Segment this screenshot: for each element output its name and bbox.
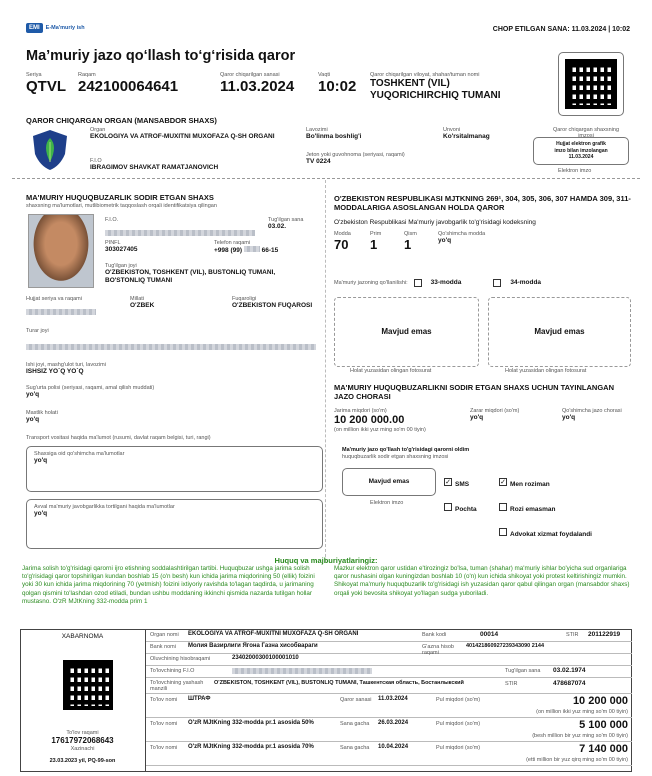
payment-row-date: 10.04.2024: [378, 744, 409, 750]
payment-row-date: 26.03.2024: [378, 720, 409, 726]
pochta-label: Pochta: [455, 506, 477, 513]
print-date: CHOP ETILGAN SANA: 11.03.2024 | 10:02: [492, 26, 630, 33]
opt-34-label: 34-modda: [510, 279, 542, 287]
payment-row-date-label: Sana gacha: [340, 721, 370, 727]
payment-row-name: O'zR MJtKning 332-modda pr.1 asosida 70%: [188, 744, 314, 750]
payment-row-sum-label: Pul miqdori (so'm): [436, 697, 481, 703]
series-label: Seriya: [26, 72, 42, 78]
logo-text: E-Ma'muriy ish: [45, 25, 85, 31]
extra-info-box: [26, 446, 323, 492]
opt-34-checkbox[interactable]: [493, 279, 501, 287]
health-label: Mastlik holati: [26, 410, 58, 416]
payment-row-sum: 7 140 000: [579, 743, 628, 755]
payer-label: To'lovchining F.I.O: [150, 668, 195, 674]
rozi-emas-label: Rozi emasman: [510, 506, 556, 513]
phone-tail: 66-15: [261, 247, 279, 255]
tolov-label: To'lov raqami: [66, 730, 99, 736]
gaz-label: G'azna hisob raqami: [422, 644, 454, 657]
work-value: ISHSIZ YO`Q YO`Q: [26, 368, 84, 376]
health-value: yo'q: [26, 416, 40, 424]
article-section-title: O'ZBEKISTON RESPUBLIKASI MJTKNING 269¹, 304, 305, 306, 307 HAMDA 309, 311-MODDALARIGA ASOSLANGAN HOLDA QAROR: [334, 194, 631, 212]
prev-record-box: [26, 499, 323, 549]
stir-label: STIR: [566, 632, 579, 638]
bank-kod-label: Bank kodi: [422, 632, 447, 638]
token-label: Jeton yoki guvohnoma (seriyasi, raqami): [306, 152, 405, 158]
payment-row-label: To'lov nomi: [150, 697, 178, 703]
olu-label: Oluvchining hisobraqami: [150, 656, 211, 662]
place-line1: TOSHKENT (VIL): [370, 78, 450, 90]
page-title: Ma’muriy jazo qo‘llash to‘g‘risida qaror: [26, 48, 296, 64]
damage-label: Zarar miqdori (so'm): [470, 408, 520, 414]
penalty-section-title: MA'MURIY HUQUQBUZARLIKNI SODIR ETGAN SHAXS UCHUN TAYINLANGAN JAZO CHORASI: [334, 383, 614, 401]
payment-row-name: O'zR MJtKning 332-modda pr.1 asosida 50%: [188, 720, 314, 726]
extra-modda-label: Qo'shimcha modda: [438, 231, 486, 237]
extra-penalty-value: yo'q: [562, 414, 576, 422]
rights-left: Jarima solish to'g'risidagi qarorni ijro etishning soddalashtirilgan tartibi. Huquqbuzar ushga jarima solish to'g'risidagi qaror topshirilgan kundan boshlab 15 (o'n besh) kun ichida jarima miqdorining 50 (ellik) foizini yoki 30 kun ichida jarima miqdorining 70 (yetmish) foizini ixtiyoriy ravishda to'lagan taqdirda, u jarimaning qolgan qismini to'lashdan ozod etiladi, bundan ushbu moddaning ikkinchi qismida nazarda tutilgan hollar mustasno. O'zR MJtKning 332-modda prim 1: [22, 565, 315, 605]
rozi-checkbox[interactable]: ✓: [500, 478, 506, 486]
payment-row-words: (etti million bir yuz qirq ming so'm 00 tiyin): [526, 757, 628, 763]
payment-row-sum: 5 100 000: [579, 719, 628, 731]
passport-redacted: [26, 309, 96, 315]
payment-row-label: To'lov nomi: [150, 745, 178, 751]
payment-row-words: (on million ikki yuz ming so'm 00 tiyin): [536, 709, 628, 715]
sms-label: SMS: [455, 481, 470, 488]
bank-label: Bank nomi: [150, 644, 176, 650]
sms-checkbox[interactable]: ✓: [445, 478, 451, 486]
pinfl-label: PINFL: [105, 240, 121, 246]
extra-info-value: yo'q: [34, 457, 48, 465]
qr-frame: [558, 52, 624, 116]
payment-row-date: 11.03.2024: [378, 696, 408, 702]
payment-row-date-label: Sana gacha: [340, 745, 370, 751]
photo-2-text: Mavjud emas: [534, 327, 585, 337]
rights-right: Mazkur elektron qaror ustidan e'tirozingiz bo'lsa, tuman (shahar) ma'muriy ishlar bo'yicha sud organlariga qaror nushasini olgan kuningizdan boshlab 10 (o'n) kun ichida shikoyat yoki protest keltirishingiz mumkin. Shikoyat ma'muriy huquqbuzarlik to'g'risidagi ish yuzasidan qaror qabul qilingan organ (mansabdor shaxs) orqali yoki bevosita shikoyat yo'llagan sudga yuboriladi.: [334, 565, 630, 597]
modda-label: Modda: [334, 231, 351, 237]
place-line2: YUQORICHIRCHIQ TUMANI: [370, 89, 501, 101]
delivered-label: Ma'muriy jazo qo'llash to'g'risidagi qarorni oldim: [342, 447, 470, 453]
prev-record-label: Avval ma'muriy javobgarlikka tortilgani haqida ma'lumotlar: [34, 504, 175, 510]
payment-row-sum-label: Pul miqdori (so'm): [436, 721, 481, 727]
photo-box-1: [334, 297, 479, 367]
payment-row-sum: 10 200 000: [572, 695, 628, 707]
delivered-sub: huquqbuzarlik sodir etgan shaxsning imzosi: [342, 453, 449, 460]
amount-label: Jarima miqdori (so'm): [334, 408, 387, 414]
token-value: TV 0224: [306, 158, 331, 166]
pochta-checkbox[interactable]: [444, 503, 452, 511]
sign-text: Hujjat elektron grafik imzo bilan imzolangan 11.03.2024: [554, 141, 608, 161]
person-sub: shaxsning ma'lumotlari, mutlibiometrik taqqoslash orqali identifikatsiya qilingan: [26, 203, 217, 209]
logo-badge: EMI: [26, 23, 43, 33]
payment-row-sum-label: Pul miqdori (so'm): [436, 745, 481, 751]
phone-value: +998 (99): [214, 247, 243, 255]
number-label: Raqam: [78, 72, 96, 78]
rozi-label: Men roziman: [510, 481, 550, 488]
passport-label: Hujjat seriya va raqami: [26, 296, 82, 302]
offender-sign-value: Mavjud emas: [368, 478, 410, 486]
addr-value: O'ZBEKISTON, TOSHKENT (VIL), BUSTONLIQ TUMANI, BO'STONLIQ TUMANI: [105, 269, 276, 285]
cit-value: O'ZBEKISTON FUQAROSI: [232, 302, 313, 310]
inv-organ-value: EKOLOGIYA VA ATROF-MUXITNI MUXOFAZA Q-SH ORGANI: [188, 631, 359, 637]
inv-organ-label: Organ nomi: [150, 632, 179, 638]
bank-kod-value: 00014: [480, 631, 499, 638]
person-fio-label: F.I.O.: [105, 217, 119, 223]
organ-section-title: QAROR CHIQARGAN ORGAN (MANSABDOR SHAXS): [26, 116, 217, 125]
reside-label: Turar joyi: [26, 328, 49, 334]
organ-emblem: [30, 128, 70, 172]
photo-box-2: [488, 297, 631, 367]
vehicle-label: Transport vositasi haqida ma'lumot (rusumi, davlat raqam belgisi, turi, rangi): [26, 435, 211, 441]
phone-label: Telefon raqami: [214, 240, 251, 246]
bank-value: Молия Вазирлиги Ягона Газна хисобвараги: [188, 643, 318, 649]
rank-label: Unvoni: [443, 127, 461, 133]
fio-label: F.I.O: [90, 158, 102, 164]
time-value: 10:02: [318, 78, 357, 96]
cit-label: Fuqaroligi: [232, 296, 257, 302]
qism-label: Qism: [404, 231, 417, 237]
code-text: O'zbekiston Respublikasi Ma'muriy javobgarlik to'g'risidagi kodeksning: [334, 219, 536, 226]
organ-value: EKOLOGIYA VA ATROF-MUXITNI MUXOFAZA Q-SH ORGANI: [90, 133, 275, 141]
qr-code: [565, 59, 617, 109]
extra-info-label: Shaxsiga oid qo'shimcha ma'lumotlar: [34, 451, 125, 457]
sign-caption: Elektron imzo: [558, 168, 592, 174]
xabarnoma-label: XABARNOMA: [61, 633, 104, 640]
qism-value: 1: [404, 237, 412, 253]
damage-value: yo'q: [470, 414, 484, 422]
person-photo: [28, 214, 94, 288]
prev-record-value: yo'q: [34, 510, 48, 518]
opt-33-checkbox[interactable]: [414, 279, 422, 287]
position-value: Bo'linma boshlig'i: [306, 133, 362, 141]
birth-label: Tug'ilgan sana: [268, 217, 304, 223]
sign-label: Qaror chiqargan shaxsning imzosi: [552, 127, 620, 140]
prim-value: 1: [370, 237, 378, 253]
gaz-value: 401421860927239343090 2144: [466, 643, 544, 649]
nat-value: O'ZBEK: [130, 302, 155, 310]
rank-value: Ko'rsitalmanag: [443, 133, 490, 141]
place-label: Qaror chiqarilgan viloyat, shahar/tuman nomi: [370, 72, 480, 78]
stir-value: 201122919: [588, 631, 621, 638]
work-label: Ishi joyi, mashg'ulot turi, lavozimi: [26, 362, 106, 368]
xazina-label: Xazinachi: [70, 745, 95, 752]
olu-value: 23402000300100001010: [232, 655, 299, 661]
photo-1-text: Mavjud emas: [381, 327, 432, 337]
payment-row-label: To'lov nomi: [150, 721, 178, 727]
rozi-emas-checkbox[interactable]: [499, 503, 507, 511]
sign-box: [533, 137, 629, 165]
addr-label: Tug'ilgan joyi: [105, 263, 137, 269]
advokat-label: Advokat xizmat foydalandi: [510, 531, 592, 538]
reside-redacted: [26, 344, 316, 350]
extra-modda-value: yo'q: [438, 237, 452, 245]
payer-birth-value: 03.02.1974: [553, 667, 586, 674]
advokat-checkbox[interactable]: [499, 528, 507, 536]
payer-addr-label: To'lovchining yashash manzili: [150, 680, 204, 693]
date-value: 11.03.2024: [220, 78, 295, 96]
apply-label: Ma'muriy jazoning qo'llanilishi:: [334, 279, 408, 286]
payer-addr-value: O'ZBEKISTON, TOSHKENT (VIL), BUSTONLIQ TUMANI, Ташкентская область, Бостанлыкский: [214, 680, 464, 686]
tolov-num: 17617972068643: [51, 736, 114, 746]
ins-value: yo'q: [26, 391, 40, 399]
number-value: 242100064641: [78, 78, 179, 96]
fio-value: IBRAGIMOV SHAVKAT RAMATJANOVICH: [90, 164, 219, 172]
photo-2-caption: Holat yuzasidan olingan fotosurat: [505, 368, 587, 374]
prim-label: Prim: [370, 231, 382, 237]
series-value: QTVL: [26, 78, 66, 96]
person-section-title: MA'MURIY HUQUQBUZARLIK SODIR ETGAN SHAXS: [26, 193, 214, 202]
photo-1-caption: Holat yuzasidan olingan fotosurat: [350, 368, 432, 374]
payment-row-name: ШТРАФ: [188, 696, 211, 702]
extra-penalty-label: Qo'shimcha jazo chorasi: [562, 408, 622, 414]
payment-row-date-label: Qaror sanasi: [340, 697, 372, 703]
position-label: Lavozimi: [306, 127, 328, 133]
footer-date: 23.03.2023 yil, PQ-99-son: [49, 758, 116, 765]
time-label: Vaqti: [318, 72, 331, 78]
payer-birth-label: Tug'ilgan sana: [505, 668, 541, 674]
amount-value: 10 200 000.00: [334, 414, 405, 427]
logo: [26, 23, 85, 33]
nat-label: Millati: [130, 296, 145, 302]
date-label: Qaror chiqarilgan sanasi: [220, 72, 280, 78]
opt-33-label: 33-modda: [430, 279, 462, 287]
offender-sign-caption: Elektron imzo: [370, 500, 404, 506]
payer-stir-label: STIR: [505, 681, 518, 687]
rights-title: Huquq va majburiyatlaringiz:: [274, 556, 378, 565]
birth-value: 03.02.: [268, 223, 287, 231]
ins-label: Sug'urta polisi (seriyasi, raqami, amal qilish muddati): [26, 385, 155, 391]
organ-label: Organ: [90, 127, 106, 133]
payer-stir-value: 478687074: [553, 680, 586, 687]
invoice-qr: [63, 660, 113, 710]
modda-value: 70: [334, 237, 349, 253]
pinfl-value: 303027405: [105, 246, 138, 254]
amount-words: (on million ikki yuz ming so'm 00 tiyin): [334, 426, 426, 433]
offender-sign-box: [342, 468, 436, 496]
payment-row-words: (besh million bir yuz ming so'm 00 tiyin): [532, 733, 628, 739]
person-fio-redacted: [105, 230, 255, 236]
